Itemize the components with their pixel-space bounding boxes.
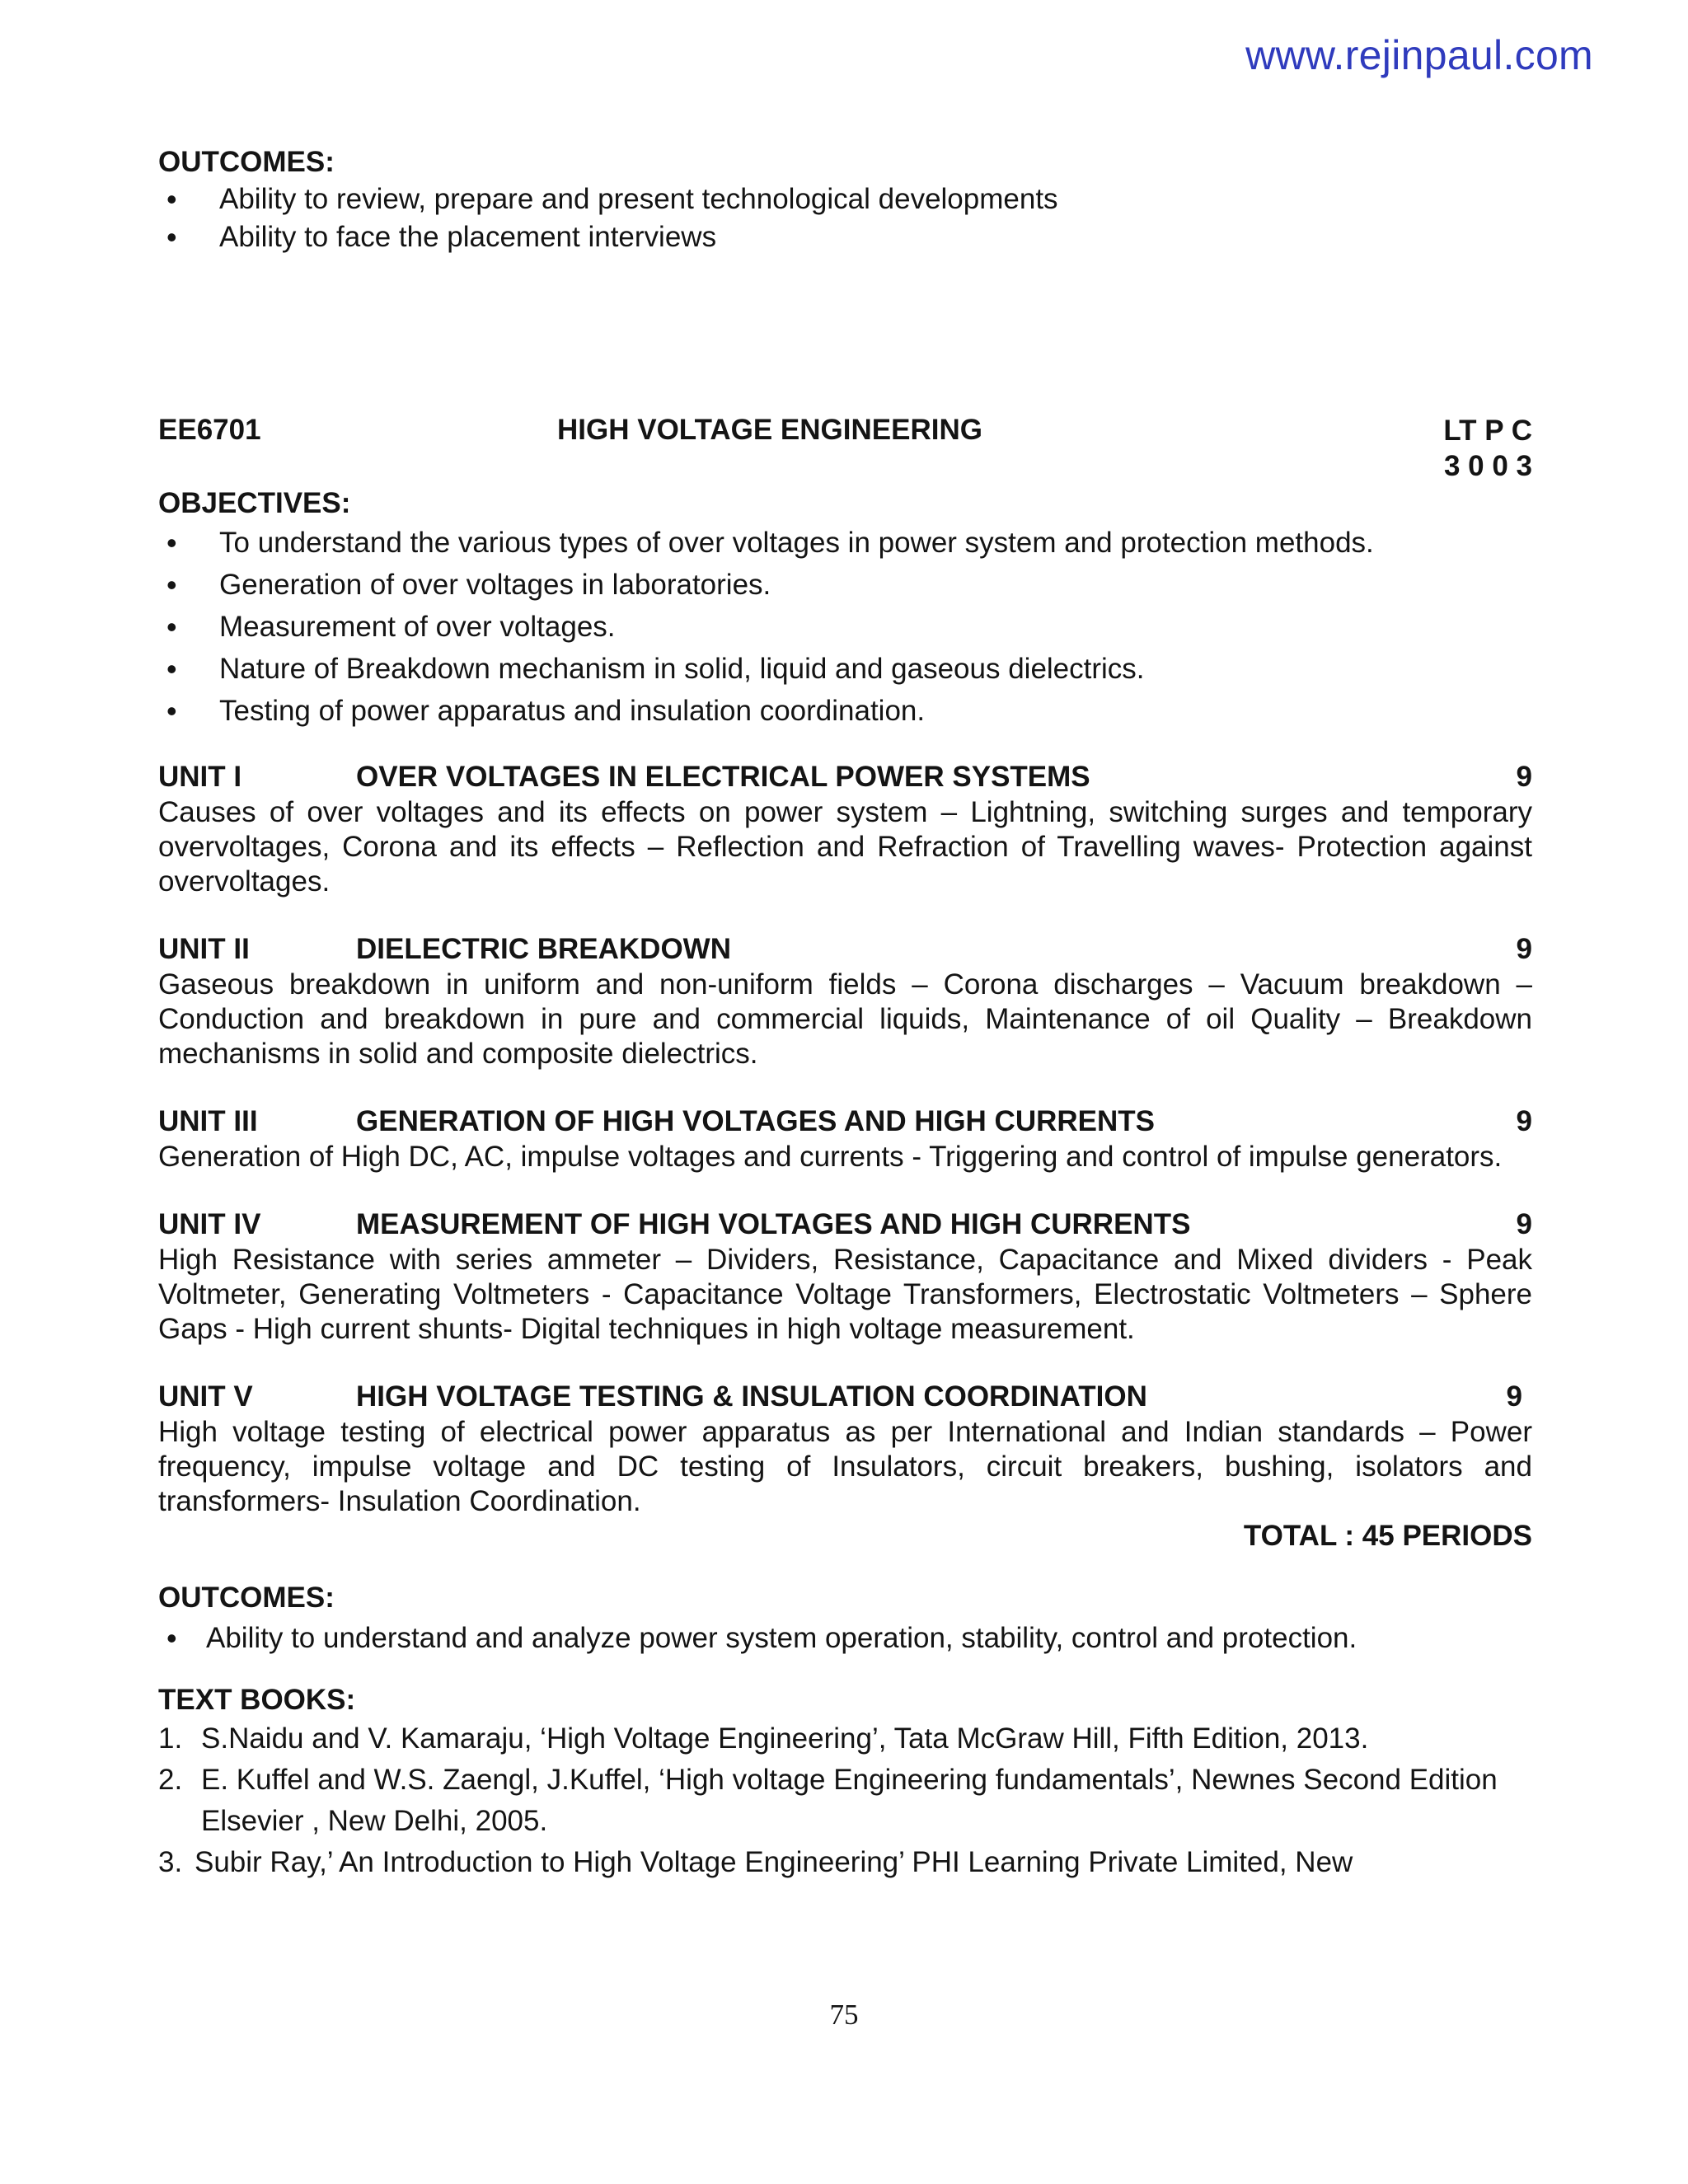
unit-number: UNIT IV <box>158 1208 261 1240</box>
book-number: 3. <box>158 1846 183 1878</box>
list-item <box>158 1718 1532 1760</box>
book-entry: Subir Ray,’ An Introduction to High Voltage Engineering’ PHI Learning Private Limited, New <box>195 1846 1353 1878</box>
unit-number: UNIT II <box>158 933 250 965</box>
unit-title: DIELECTRIC BREAKDOWN <box>356 933 731 965</box>
site-url-link[interactable]: www.rejinpaul.com <box>1245 32 1593 78</box>
list-item: • Generation of over voltages in laboratories. <box>158 564 1532 606</box>
objectives-list <box>158 522 1532 732</box>
list-item <box>158 1760 1532 1842</box>
objectives-title: OBJECTIVES: <box>158 487 351 519</box>
prev-outcomes-list <box>158 180 1532 256</box>
outcomes-list <box>158 1621 1532 1656</box>
unit-number: UNIT III <box>158 1105 258 1137</box>
outcomes-title: OUTCOMES: <box>158 1582 335 1614</box>
objectives-section <box>158 485 1532 732</box>
list-item: • To understand the various types of over voltages in power system and protection methods. <box>158 522 1532 564</box>
text-books-title: TEXT BOOKS: <box>158 1684 356 1716</box>
unit-header <box>158 1207 1532 1243</box>
total-periods: TOTAL : 45 PERIODS <box>1243 1520 1532 1552</box>
unit-title: HIGH VOLTAGE TESTING & INSULATION COORDINATION <box>356 1380 1147 1413</box>
course-header <box>158 413 1532 484</box>
unit-1-section <box>158 760 1532 899</box>
unit-3-section <box>158 1104 1532 1174</box>
prev-outcomes-section <box>158 144 1532 256</box>
unit-title: MEASUREMENT OF HIGH VOLTAGES AND HIGH CURRENTS <box>356 1208 1191 1240</box>
list-item: • Nature of Breakdown mechanism in solid, liquid and gaseous dielectrics. <box>158 648 1532 690</box>
book-entry: E. Kuffel and W.S. Zaengl, J.Kuffel, ‘High voltage Engineering fundamentals’, Newnes Second Edition Elsevier , New Delhi, 2005. <box>201 1764 1498 1837</box>
list-item <box>158 1842 1532 1883</box>
list-item: • Testing of power apparatus and insulation coordination. <box>158 690 1532 732</box>
unit-title: OVER VOLTAGES IN ELECTRICAL POWER SYSTEMS <box>356 761 1090 793</box>
unit-hours: 9 <box>1516 1105 1532 1137</box>
ltpc-values: 3 0 0 3 <box>1443 450 1532 482</box>
outcomes-section <box>158 1580 1532 1656</box>
course-code: EE6701 <box>158 414 261 446</box>
unit-header <box>158 932 1532 968</box>
text-books-list <box>158 1718 1532 1883</box>
unit-hours: 9 <box>1516 761 1532 793</box>
list-item: • Measurement of over voltages. <box>158 606 1532 648</box>
text-books-section <box>158 1682 1532 1883</box>
list-item: • Ability to understand and analyze power system operation, stability, control and protection. <box>158 1621 1532 1656</box>
unit-4-section <box>158 1207 1532 1347</box>
ltpc-block <box>1427 413 1532 484</box>
book-number: 1. <box>158 1722 183 1755</box>
unit-hours: 9 <box>1516 1208 1532 1240</box>
ltpc-label: LT P C <box>1443 415 1532 447</box>
page-number: 75 <box>829 1999 859 2031</box>
book-number: 2. <box>158 1764 183 1796</box>
unit-content: High voltage testing of electrical power apparatus as per International and Indian standards – Power frequency, impulse voltage and DC testing of Insulators, circuit breakers, bushing, isolators and transformers- Insulation Coordination. <box>158 1416 1532 1517</box>
course-title: HIGH VOLTAGE ENGINEERING <box>557 414 982 446</box>
list-item: • Ability to review, prepare and present technological developments <box>158 180 1532 218</box>
unit-header <box>158 1380 1532 1415</box>
unit-hours: 9 <box>1506 1380 1522 1413</box>
unit-number: UNIT V <box>158 1380 253 1413</box>
book-entry: S.Naidu and V. Kamaraju, ‘High Voltage Engineering’, Tata McGraw Hill, Fifth Edition, 2013. <box>201 1722 1369 1755</box>
unit-content: High Resistance with series ammeter – Dividers, Resistance, Capacitance and Mixed dividers - Peak Voltmeter, Generating Voltmeters - Capacitance Voltage Transformers, Electrostatic Voltmeters – Sphere Gaps - High current shunts- Digital techniques in high voltage measurement. <box>158 1244 1532 1345</box>
unit-content: Generation of High DC, AC, impulse voltages and currents - Triggering and control of impulse generators. <box>158 1141 1503 1173</box>
unit-5-section <box>158 1380 1532 1554</box>
unit-2-section <box>158 932 1532 1071</box>
syllabus-page <box>158 144 1532 1883</box>
prev-outcomes-title: OUTCOMES: <box>158 146 335 178</box>
unit-header <box>158 1104 1532 1140</box>
unit-content: Causes of over voltages and its effects on power system – Lightning, switching surges and temporary overvoltages, Corona and its effects – Reflection and Refraction of Travelling waves- Protection against overvoltages. <box>158 796 1532 898</box>
unit-number: UNIT I <box>158 761 242 793</box>
unit-header <box>158 760 1532 795</box>
list-item: • Ability to face the placement interviews <box>158 218 1532 256</box>
unit-title: GENERATION OF HIGH VOLTAGES AND HIGH CURRENTS <box>356 1105 1155 1137</box>
unit-content: Gaseous breakdown in uniform and non-uniform fields – Corona discharges – Vacuum breakdown – Conduction and breakdown in pure and commercial liquids, Maintenance of oil Quality – Breakdown mechanisms in solid and composite dielectrics. <box>158 968 1532 1070</box>
unit-hours: 9 <box>1516 933 1532 965</box>
